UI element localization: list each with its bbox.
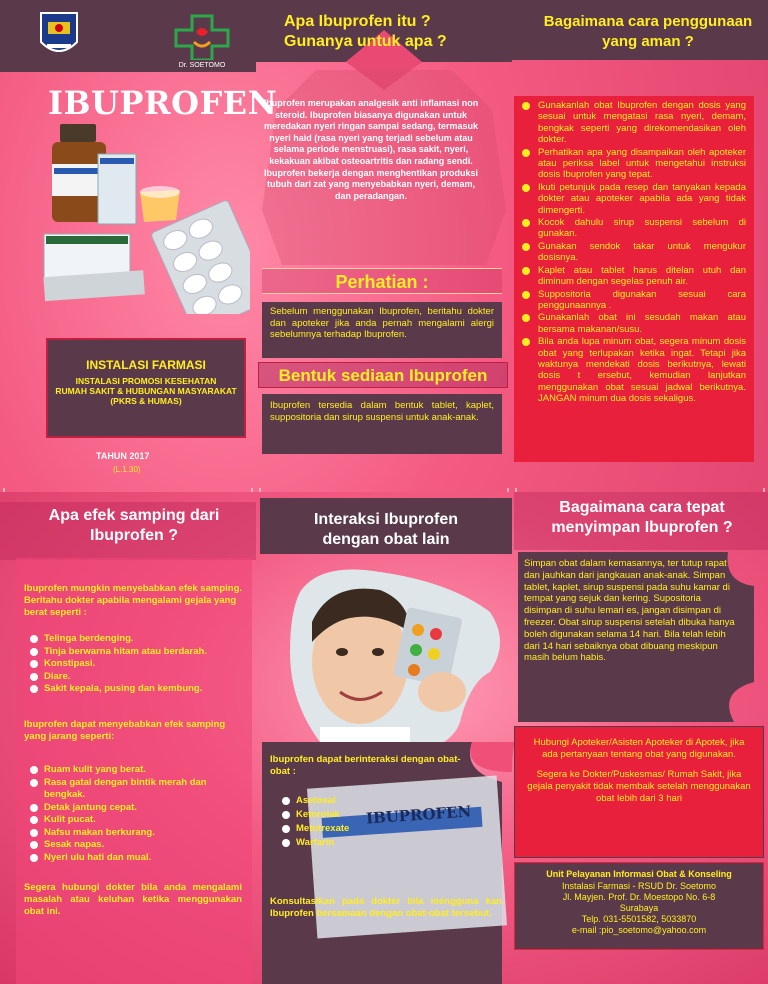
usage-item-text: Kocok dahulu sirup suspensi sebelum di gunakan. bbox=[538, 217, 746, 240]
usage-item bbox=[520, 147, 746, 181]
bentuk-box bbox=[262, 394, 502, 454]
storage-text: Simpan obat dalam kemasannya, ter tutup rapat dan jauhkan dari jangkauan anak-anak. Simpan tablet, kaplet, sirup suspensi pada suhu kamar di tempat yang sejuk dan kering. Supositoria disimpan di suhu lemari es, jangan disimpan di freezer. Obat sirup suspensi setelah dibuka hanya boleh digunakan selama 14 hari. Bila telah lebih dari 14 hari sebaiknya obat dibuang meskipun masih belum habis. bbox=[524, 558, 735, 664]
bullet-icon bbox=[30, 854, 38, 862]
interacting-drug-item-text: Metotrexate bbox=[296, 823, 350, 834]
usage-item bbox=[520, 336, 746, 404]
side-effect-item-text: Sakit kepala, pusing dan kembung. bbox=[44, 683, 203, 694]
rare-side-effect-item bbox=[30, 764, 250, 777]
usage-item bbox=[520, 241, 746, 264]
year-label: TAHUN 2017 bbox=[96, 451, 150, 461]
unit-line-0: Instalasi Farmasi - RSUD Dr. Soetomo bbox=[561, 881, 717, 891]
rare-side-effect-item bbox=[30, 777, 250, 802]
side-effects-outro: Segera hubungi dokter bila anda mengalami masalah atau keluhan ketika menggunakan obat ini. bbox=[24, 882, 242, 917]
unit-line-3: Telp. 031-5501582, 5033870 bbox=[581, 914, 697, 924]
perhatian-text: Sebelum menggunakan Ibuprofen, beritahu dokter dan apoteker jika anda pernah mengalami alergi sebelumnya terhadap Ibuprofen. bbox=[270, 306, 494, 340]
side-effect-item-text: Diare. bbox=[44, 670, 71, 682]
instalasi-title: INSTALASI FARMASI bbox=[86, 358, 206, 372]
rare-side-effect-item bbox=[30, 802, 250, 815]
rare-side-effect-item-text: Kulit pucat. bbox=[44, 814, 96, 825]
contact-text-2: Segera ke Dokter/Puskesmas/ Rumah Sakit, jika gejala penyakit tidak membaik setelah menggunakan obat lebih dari 3 hari bbox=[527, 769, 751, 804]
usage-item bbox=[520, 265, 746, 288]
interacting-drug-item bbox=[282, 808, 442, 822]
perhatian-box bbox=[262, 302, 502, 358]
rare-side-effect-item bbox=[30, 839, 250, 852]
bullet-icon bbox=[522, 314, 530, 322]
interacting-drug-item-text: Warfarin bbox=[296, 837, 335, 848]
rare-side-effect-item-text: Ruam kulit yang berat. bbox=[44, 764, 146, 775]
panel3-header: Bagaimana cara penggunaan yang aman ? bbox=[543, 13, 753, 50]
usage-item-text: Bila anda lupa minum obat, segera minum dosis obat yang terlupakan ketika ingat. Tetapi jika waktunya mendekati dosis berikutnya, lewati dosis t ersebut, kemudian lanjutkan menggunakan obat sesuai jadwal berikutnya. JANGAN minum dua dosis sekaligus. bbox=[538, 336, 746, 405]
bullet-icon bbox=[522, 184, 530, 192]
panel2-header: Apa Ibuprofen itu ? Gunanya untuk apa ? bbox=[284, 13, 447, 50]
side-effect-item bbox=[30, 646, 250, 659]
bentuk-title: Bentuk sediaan Ibuprofen bbox=[278, 366, 488, 385]
code-label: (L.1.30) bbox=[113, 465, 141, 474]
rare-side-effect-item-text: Nyeri ulu hati dan mual. bbox=[44, 851, 152, 863]
interaction-outro: Konsultasikan pada dokter bila mengguna kan Ibuprofen bersamaan dengan obat-obat tersebut. bbox=[270, 896, 502, 919]
rare-side-effect-item-text: Nafsu makan berkurang. bbox=[44, 826, 155, 838]
side-effect-item bbox=[30, 671, 250, 684]
bullet-icon bbox=[282, 797, 290, 805]
bullet-icon bbox=[30, 648, 38, 656]
usage-item bbox=[520, 312, 746, 335]
bullet-icon bbox=[522, 338, 530, 346]
perhatian-title: Perhatian : bbox=[335, 272, 429, 292]
side-effects-list-rare bbox=[30, 764, 250, 864]
bullet-icon bbox=[30, 816, 38, 824]
unit-line-4: e-mail :pio_soetomo@yahoo.com bbox=[571, 925, 707, 935]
interaction-intro: Ibuprofen dapat berinteraksi dengan obat-obat : bbox=[270, 754, 461, 777]
side-effect-item-text: Konstipasi. bbox=[44, 658, 96, 669]
province-seal-logo bbox=[38, 10, 80, 60]
bullet-icon bbox=[30, 673, 38, 681]
bullet-icon bbox=[282, 811, 290, 819]
panel5-header: Interaksi Ibuprofen dengan obat lain bbox=[313, 511, 459, 548]
ibuprofen-product-illustration bbox=[40, 124, 250, 314]
side-effect-item bbox=[30, 633, 250, 646]
hospital-cross-logo bbox=[172, 14, 232, 72]
unit-title: Unit Pelayanan Informasi Obat & Konseling bbox=[546, 869, 732, 879]
side-effects-rare-intro: Ibuprofen dapat menyebabkan efek samping yang jarang seperti: bbox=[24, 719, 226, 742]
bullet-icon bbox=[522, 243, 530, 251]
side-effect-item bbox=[30, 683, 250, 696]
panel6-header: Bagaimana cara tepat menyimpan Ibuprofen ? bbox=[551, 499, 733, 536]
bullet-icon bbox=[522, 102, 530, 110]
usage-item bbox=[520, 182, 746, 216]
bentuk-title-bar bbox=[258, 362, 508, 388]
interaction-box-shape bbox=[262, 742, 518, 984]
rare-side-effect-item bbox=[30, 814, 250, 827]
interaction-drug-list bbox=[282, 794, 442, 850]
usage-item-text: Gunakanlah obat ini sesudah makan atau bersama makanan/susu. bbox=[538, 312, 746, 335]
bullet-icon bbox=[282, 839, 290, 847]
rare-side-effect-item bbox=[30, 852, 250, 865]
contact-text-1: Hubungi Apoteker/Asisten Apoteker di Apotek, jika ada pertanyaan tentang obat yang digunakan. bbox=[533, 737, 745, 760]
bullet-icon bbox=[522, 291, 530, 299]
bullet-icon bbox=[30, 766, 38, 774]
bentuk-text: Ibuprofen tersedia dalam bentuk tablet, kaplet, suppositoria dan sirup suspensi untuk anak-anak. bbox=[270, 400, 494, 423]
instalasi-farmasi-box bbox=[46, 338, 246, 438]
panel4-header: Apa efek samping dari Ibuprofen ? bbox=[48, 507, 220, 544]
bullet-icon bbox=[30, 779, 38, 787]
medicine-box-label: IBUPROFEN bbox=[365, 802, 472, 828]
rare-side-effect-item-text: Detak jantung cepat. bbox=[44, 801, 137, 813]
usage-item-text: Kaplet atau tablet harus ditelan utuh dan diminum dengan segelas penuh air. bbox=[538, 264, 746, 288]
usage-box bbox=[514, 96, 754, 462]
rare-side-effect-item-text: Sesak napas. bbox=[44, 839, 105, 850]
unit-box bbox=[514, 862, 764, 950]
usage-item-text: Gunakanlah obat Ibuprofen dengan dosis yang sesuai untuk mengatasi rasa nyeri, demam, bengkak seperti yang direkomendasikan oleh dokter. bbox=[538, 100, 746, 146]
usage-list bbox=[520, 100, 746, 405]
usage-item bbox=[520, 100, 746, 146]
rare-side-effect-item bbox=[30, 827, 250, 840]
instalasi-sub3: (PKRS & HUMAS) bbox=[110, 396, 182, 406]
bullet-icon bbox=[522, 149, 530, 157]
bottom-half bbox=[0, 492, 768, 984]
bullet-icon bbox=[522, 219, 530, 227]
side-effects-intro: Ibuprofen mungkin menyebabkan efek samping. Beritahu dokter apabila mengalami gejala yang berat seperti : bbox=[24, 583, 243, 618]
instalasi-sub1: INSTALASI PROMOSI KESEHATAN bbox=[75, 376, 217, 386]
ibuprofen-title: IBUPROFEN bbox=[48, 84, 278, 122]
bullet-icon bbox=[30, 829, 38, 837]
usage-item-text: Suppositoria digunakan sesuai cara penggunaannya . bbox=[538, 288, 746, 311]
usage-item bbox=[520, 217, 746, 240]
bullet-icon bbox=[282, 825, 290, 833]
bullet-icon bbox=[522, 267, 530, 275]
instalasi-sub2: RUMAH SAKIT & HUBUNGAN MASYARAKAT bbox=[55, 386, 237, 396]
perhatian-title-bar bbox=[262, 268, 502, 294]
interacting-drug-item-text: Ketorolak bbox=[296, 809, 340, 820]
usage-item-text: Gunakan sendok takar untuk mengukur dosisnya. bbox=[538, 240, 746, 264]
bullet-icon bbox=[30, 804, 38, 812]
contact-box bbox=[514, 726, 764, 858]
hospital-logo-label: Dr. SOETOMO bbox=[178, 62, 226, 69]
interacting-drug-item-text: Asetosal bbox=[296, 795, 336, 806]
interacting-drug-item bbox=[282, 794, 442, 808]
bullet-icon bbox=[30, 660, 38, 668]
bullet-icon bbox=[30, 685, 38, 693]
bullet-icon bbox=[30, 841, 38, 849]
pharmacist-photo bbox=[260, 552, 516, 762]
side-effect-item bbox=[30, 658, 250, 671]
interacting-drug-item bbox=[282, 822, 442, 836]
side-effect-item-text: Telinga berdenging. bbox=[44, 633, 134, 644]
side-effects-list-common bbox=[30, 633, 250, 696]
unit-line-2: Surabaya bbox=[619, 903, 659, 913]
intro-text: Ibuprofen merupakan analgesik anti inflamasi non steroid. Ibuprofen biasanya digunakan untuk meredakan nyeri ringan sampai sedang, termasuk nyeri haid (rasa nyeri yang terjadi sebelum atau selama periode menstruasi), rasa sakit, nyeri, kekakuan akibat osteoartritis dan radang sendi. Ibuprofen bekerja dengan menghentikan produksi tubuh dari zat yang menyebabkan nyeri, demam, dan peradangan. bbox=[263, 98, 479, 201]
usage-item-text: Ikuti petunjuk pada resep dan tanyakan kepada dokter atau apoteker apabila ada yang tidak dimengerti. bbox=[538, 181, 746, 216]
usage-item bbox=[520, 289, 746, 312]
rare-side-effect-item-text: Rasa gatal dengan bintik merah dan bengkak. bbox=[44, 776, 207, 800]
bullet-icon bbox=[30, 635, 38, 643]
side-effect-item-text: Tinja berwarna hitam atau berdarah. bbox=[44, 645, 207, 657]
unit-line-1: Jl. Mayjen. Prof. Dr. Moestopo No. 6-8 bbox=[562, 892, 716, 902]
interacting-drug-item bbox=[282, 836, 442, 850]
usage-item-text: Perhatikan apa yang disampaikan oleh apoteker atau periksa label untuk mengetahui instruksi dosis Ibuprofen yang tepat. bbox=[538, 146, 746, 181]
